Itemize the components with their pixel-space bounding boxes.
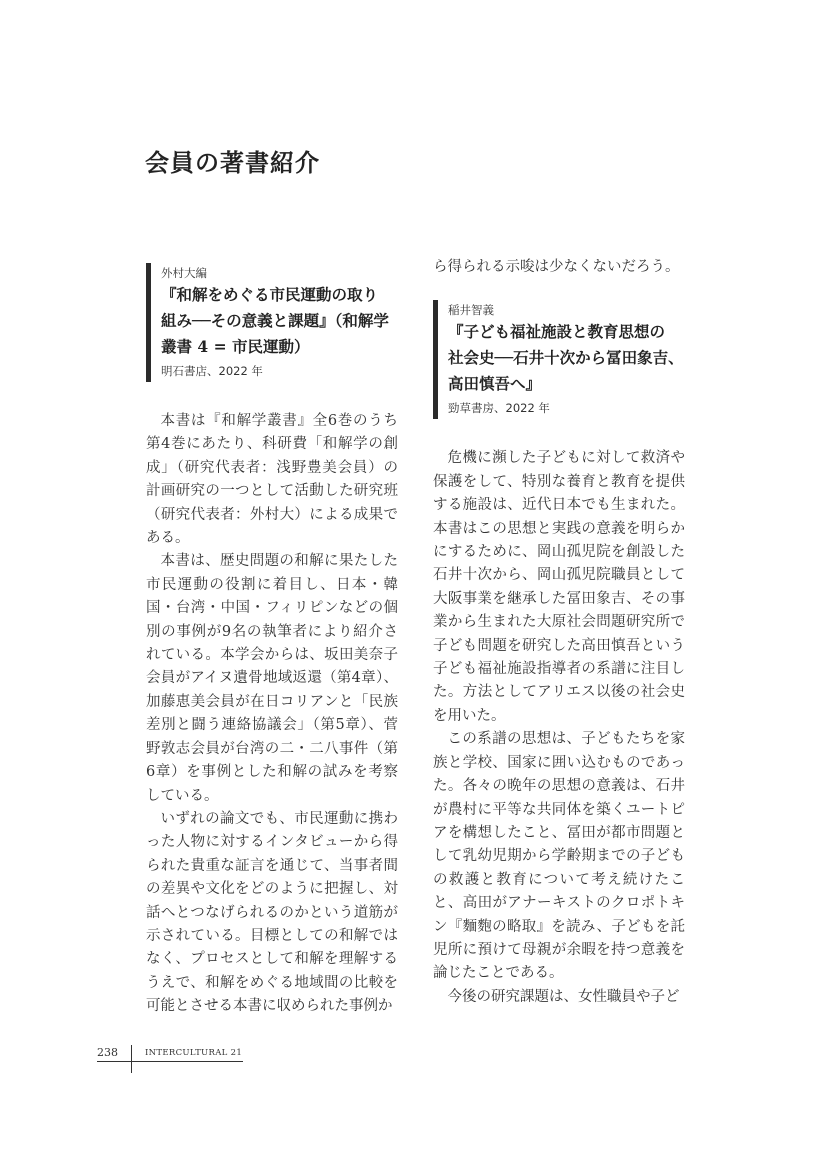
review-paragraph: いずれの論文でも、市民運動に携わった人物に対するインタビューから得られた貴重な証言を通じて、当事者間の差異や文化をどのように把握し、対話へとつなげられるのかという道筋が示されている。目標としての和解ではなく、プロセスとして和解を理解するうえで、和解をめぐる地域間の比較を可能とさせる本書に収められた事例か: [146, 810, 398, 1015]
book-publisher: 明石書店、2022 年: [161, 364, 263, 378]
left-column: [146, 263, 398, 1019]
book-title: [161, 282, 398, 360]
footer-divider: [131, 1045, 132, 1073]
book-title-line: 『子ども福祉施設と教育思想の: [448, 322, 666, 342]
page-title: 会員の著書紹介: [145, 148, 320, 177]
book-info-box: [433, 300, 685, 419]
review-paragraph: 本書は『和解学叢書』全6巻のうち第4巻にあたり、科研費「和解学の創成」（研究代表者：浅野豊美会員）の計画研究の一つとして活動した研究班（研究代表者：外村大）による成果である。: [146, 413, 398, 547]
review-paragraph: 危機に瀕した子どもに対して救済や保護をして、特別な養育と教育を提供する施設は、近代日本でも生まれた。本書はこの思想と実践の意義を明らかにするために、岡山孤児院を創設した石井十次から、岡山孤児院職員として大阪事業を継承した冨田象吉、その事業から生まれた大原社会問題研究所で子ども問題を研究した高田慎吾という子ども福祉施設指導者の系譜に注目した。方法としてアリエス以後の社会史を用いた。: [433, 450, 685, 724]
book-title-line: 組み──その意義と課題』（和解学: [161, 311, 389, 330]
book-author: 外村大編: [161, 266, 207, 280]
review-paragraph: 今後の研究課題は、女性職員や子ど: [447, 988, 680, 1005]
book-title-line: 叢書 4 = 市民運動）: [161, 337, 310, 356]
review-paragraph-continuation: ら得られる示唆は少なくないだろう。: [433, 259, 680, 275]
book-title: [448, 319, 685, 397]
book-title-line: 社会史──石井十次から冨田象吉、: [448, 348, 684, 368]
review-paragraph: この系譜の思想は、子どもたちを家族と学校、国家に囲い込むものであった。各々の晩年の思想の意義は、石井が農村に平等な共同体を築くユートピアを構想したこと、冨田が都市問題として乳幼児期から学齢期までの子どもの救護と教育について考え続けたこと、高田がアナーキストのクロポトキン『麵麭の略取』を読み、子どもを託児所に預けて母親が余暇を持つ意義を論じたことである。: [433, 731, 685, 982]
book-title-line: 『和解をめぐる市民運動の取り: [161, 285, 379, 304]
footer-rule: [97, 1061, 243, 1062]
page-footer: [97, 1045, 245, 1073]
right-column: [433, 256, 685, 1009]
book-title-line: 高田慎吾へ』: [448, 374, 542, 394]
page-number: 238: [97, 1046, 118, 1059]
book-publisher: 勁草書房、2022 年: [448, 401, 550, 416]
review-paragraph: 本書は、歴史問題の和解に果たした市民運動の役割に着目し、日本・韓国・台湾・中国・フィリピンなどの個別の事例が9名の執筆者により紹介されている。本学会からは、坂田美奈子会員がアイヌ遺骨地域返還（第4章）、加藤恵美会員が在日コリアンと「民族差別と闘う連絡協議会」（第5章）、菅野敦志会員が台湾の二・二八事件（第6章）を事例とした和解の試みを考察している。: [146, 553, 398, 804]
journal-name: INTERCULTURAL 21: [145, 1048, 243, 1058]
book-info-box: [146, 263, 398, 382]
book-author: 稲井智義: [448, 303, 494, 318]
